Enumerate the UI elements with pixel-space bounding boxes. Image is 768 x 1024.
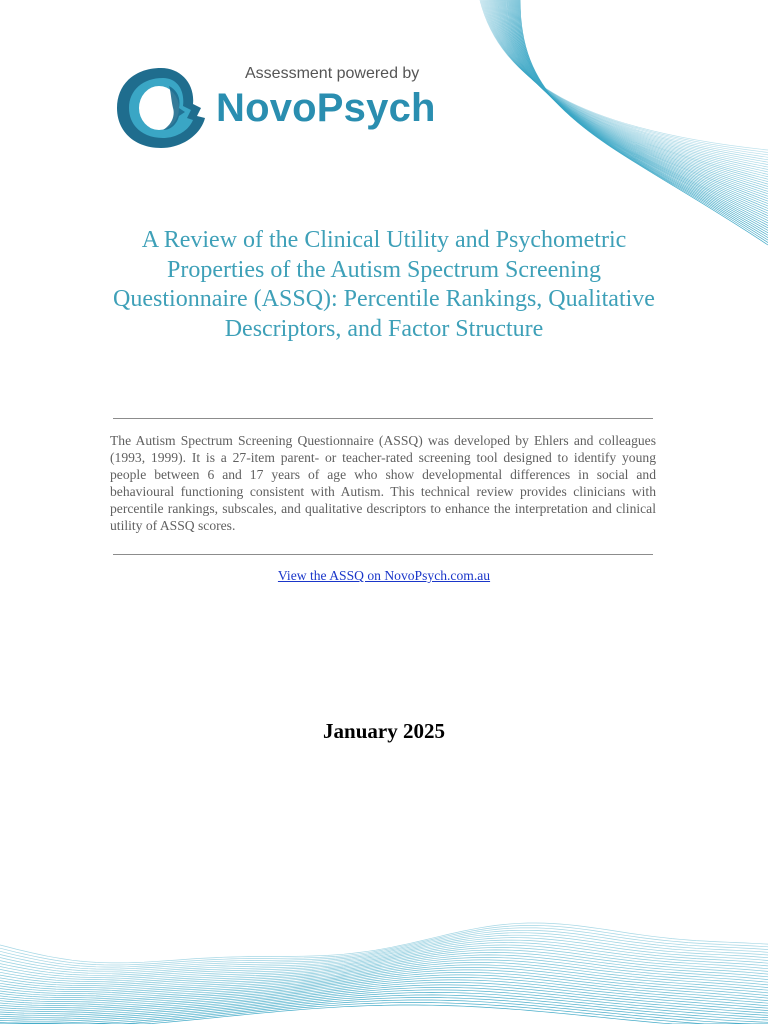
divider-top — [113, 418, 653, 419]
swirl-line — [509, 0, 768, 218]
logo-wordmark: NovoPsych — [216, 86, 436, 130]
swirl-line — [510, 0, 768, 221]
publication-date: January 2025 — [323, 719, 445, 743]
view-assq-link[interactable]: View the ASSQ on NovoPsych.com.au — [277, 568, 491, 583]
wave-line — [0, 998, 768, 1024]
document-title: A Review of the Clinical Utility and Psychometric Properties of the Autism Spectrum Screening Questionnaire (ASSQ): Percentile Rankings, Qualitative Descriptors, and Factor Structure — [113, 227, 655, 342]
logo-tagline: Assessment powered by — [245, 65, 420, 82]
head-silhouette-icon — [113, 64, 209, 152]
divider-bottom — [113, 554, 653, 555]
wave-line — [0, 943, 768, 980]
swirl-line — [504, 0, 768, 206]
swirl-line — [508, 0, 768, 216]
novopsych-logo — [113, 60, 473, 155]
swirl-line — [503, 0, 768, 204]
swirl-line — [512, 0, 768, 226]
swirl-line — [506, 0, 768, 211]
swirl-line — [507, 0, 768, 213]
abstract-paragraph: The Autism Spectrum Screening Questionnaire (ASSQ) was developed by Ehlers and colleagues (1993, 1999). It is a 27-item parent- or teacher-rated screening tool designed to identify young people between 6 and 17 years of age who show developmental differences in social and behavioural functioning consistent with Autism. This technical review provides clinicians with percentile rankings, subscales, and qualitative descriptors to enhance the interpretation and clinical utility of ASSQ scores. — [110, 433, 656, 533]
wave-line — [0, 923, 768, 963]
swirl-line — [505, 0, 768, 208]
bottom-wave-decoration — [0, 905, 768, 1024]
swirl-line — [502, 0, 768, 201]
top-wave-decoration — [460, 0, 768, 250]
swirl-line — [511, 0, 768, 223]
swirl-line — [501, 0, 768, 199]
